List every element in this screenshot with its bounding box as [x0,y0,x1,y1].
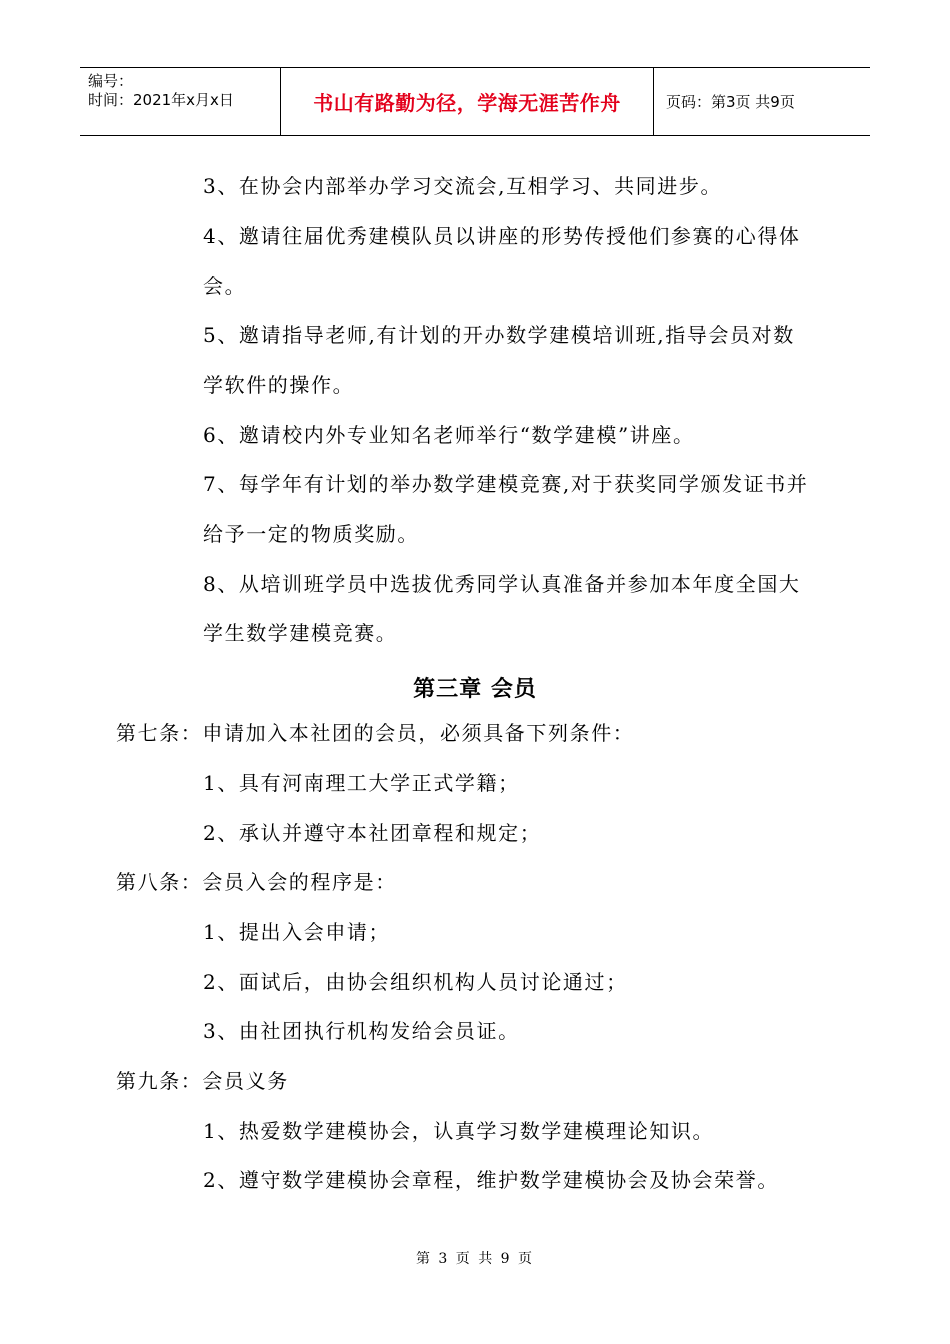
number-label: 编号： [88,72,134,90]
body-line: 3、在协会内部举办学习交流会,互相学习、共同进步。 [203,174,723,198]
chapter-title: 第三章 会员 [413,677,537,702]
article-heading: 第八条：会员入会的程序是： [116,870,397,894]
time-label: 时间：2021年x月x日 [88,91,234,109]
article-item: 2、承认并遵守本社团章程和规定； [203,821,542,845]
body-line: 8、从培训班学员中选拔优秀同学认真准备并参加本年度全国大 [203,572,801,596]
body-line: 学软件的操作。 [203,373,355,397]
body-line: 5、邀请指导老师,有计划的开办数学建模培训班,指导会员对数 [203,323,795,347]
article-item: 2、遵守数学建模协会章程，维护数学建模协会及协会荣誉。 [203,1168,779,1192]
article-heading: 第九条：会员义务 [116,1069,289,1093]
page-footer: 第 3 页 共 9 页 [415,1251,535,1267]
body-line: 4、邀请往届优秀建模队员以讲座的形势传授他们参赛的心得体 [203,224,801,248]
article-item: 2、面试后，由协会组织机构人员讨论通过； [203,970,628,994]
article-item: 1、提出入会申请； [203,920,391,944]
header-left-cell [80,68,281,135]
article-item: 1、具有河南理工大学正式学籍； [203,771,520,795]
body-line: 6、邀请校内外专业知名老师举行“数学建模”讲座。 [203,423,695,447]
body-line: 7、每学年有计划的举办数学建模竞赛,对于获奖同学颁发证书并 [203,472,809,496]
article-item: 3、由社团执行机构发给会员证。 [203,1019,520,1043]
header-motto: 书山有路勤为径，学海无涯苦作舟 [281,68,654,135]
article-heading: 第七条：申请加入本社团的会员，必须具备下列条件： [116,721,635,745]
article-item: 1、热爱数学建模协会，认真学习数学建模理论知识。 [203,1119,715,1143]
body-line: 给予一定的物质奖励。 [203,522,419,546]
header-page-label: 页码：第3页 共9页 [666,93,795,111]
body-line: 学生数学建模竞赛。 [203,621,398,645]
body-line: 会。 [203,274,247,298]
page-header [80,67,870,136]
